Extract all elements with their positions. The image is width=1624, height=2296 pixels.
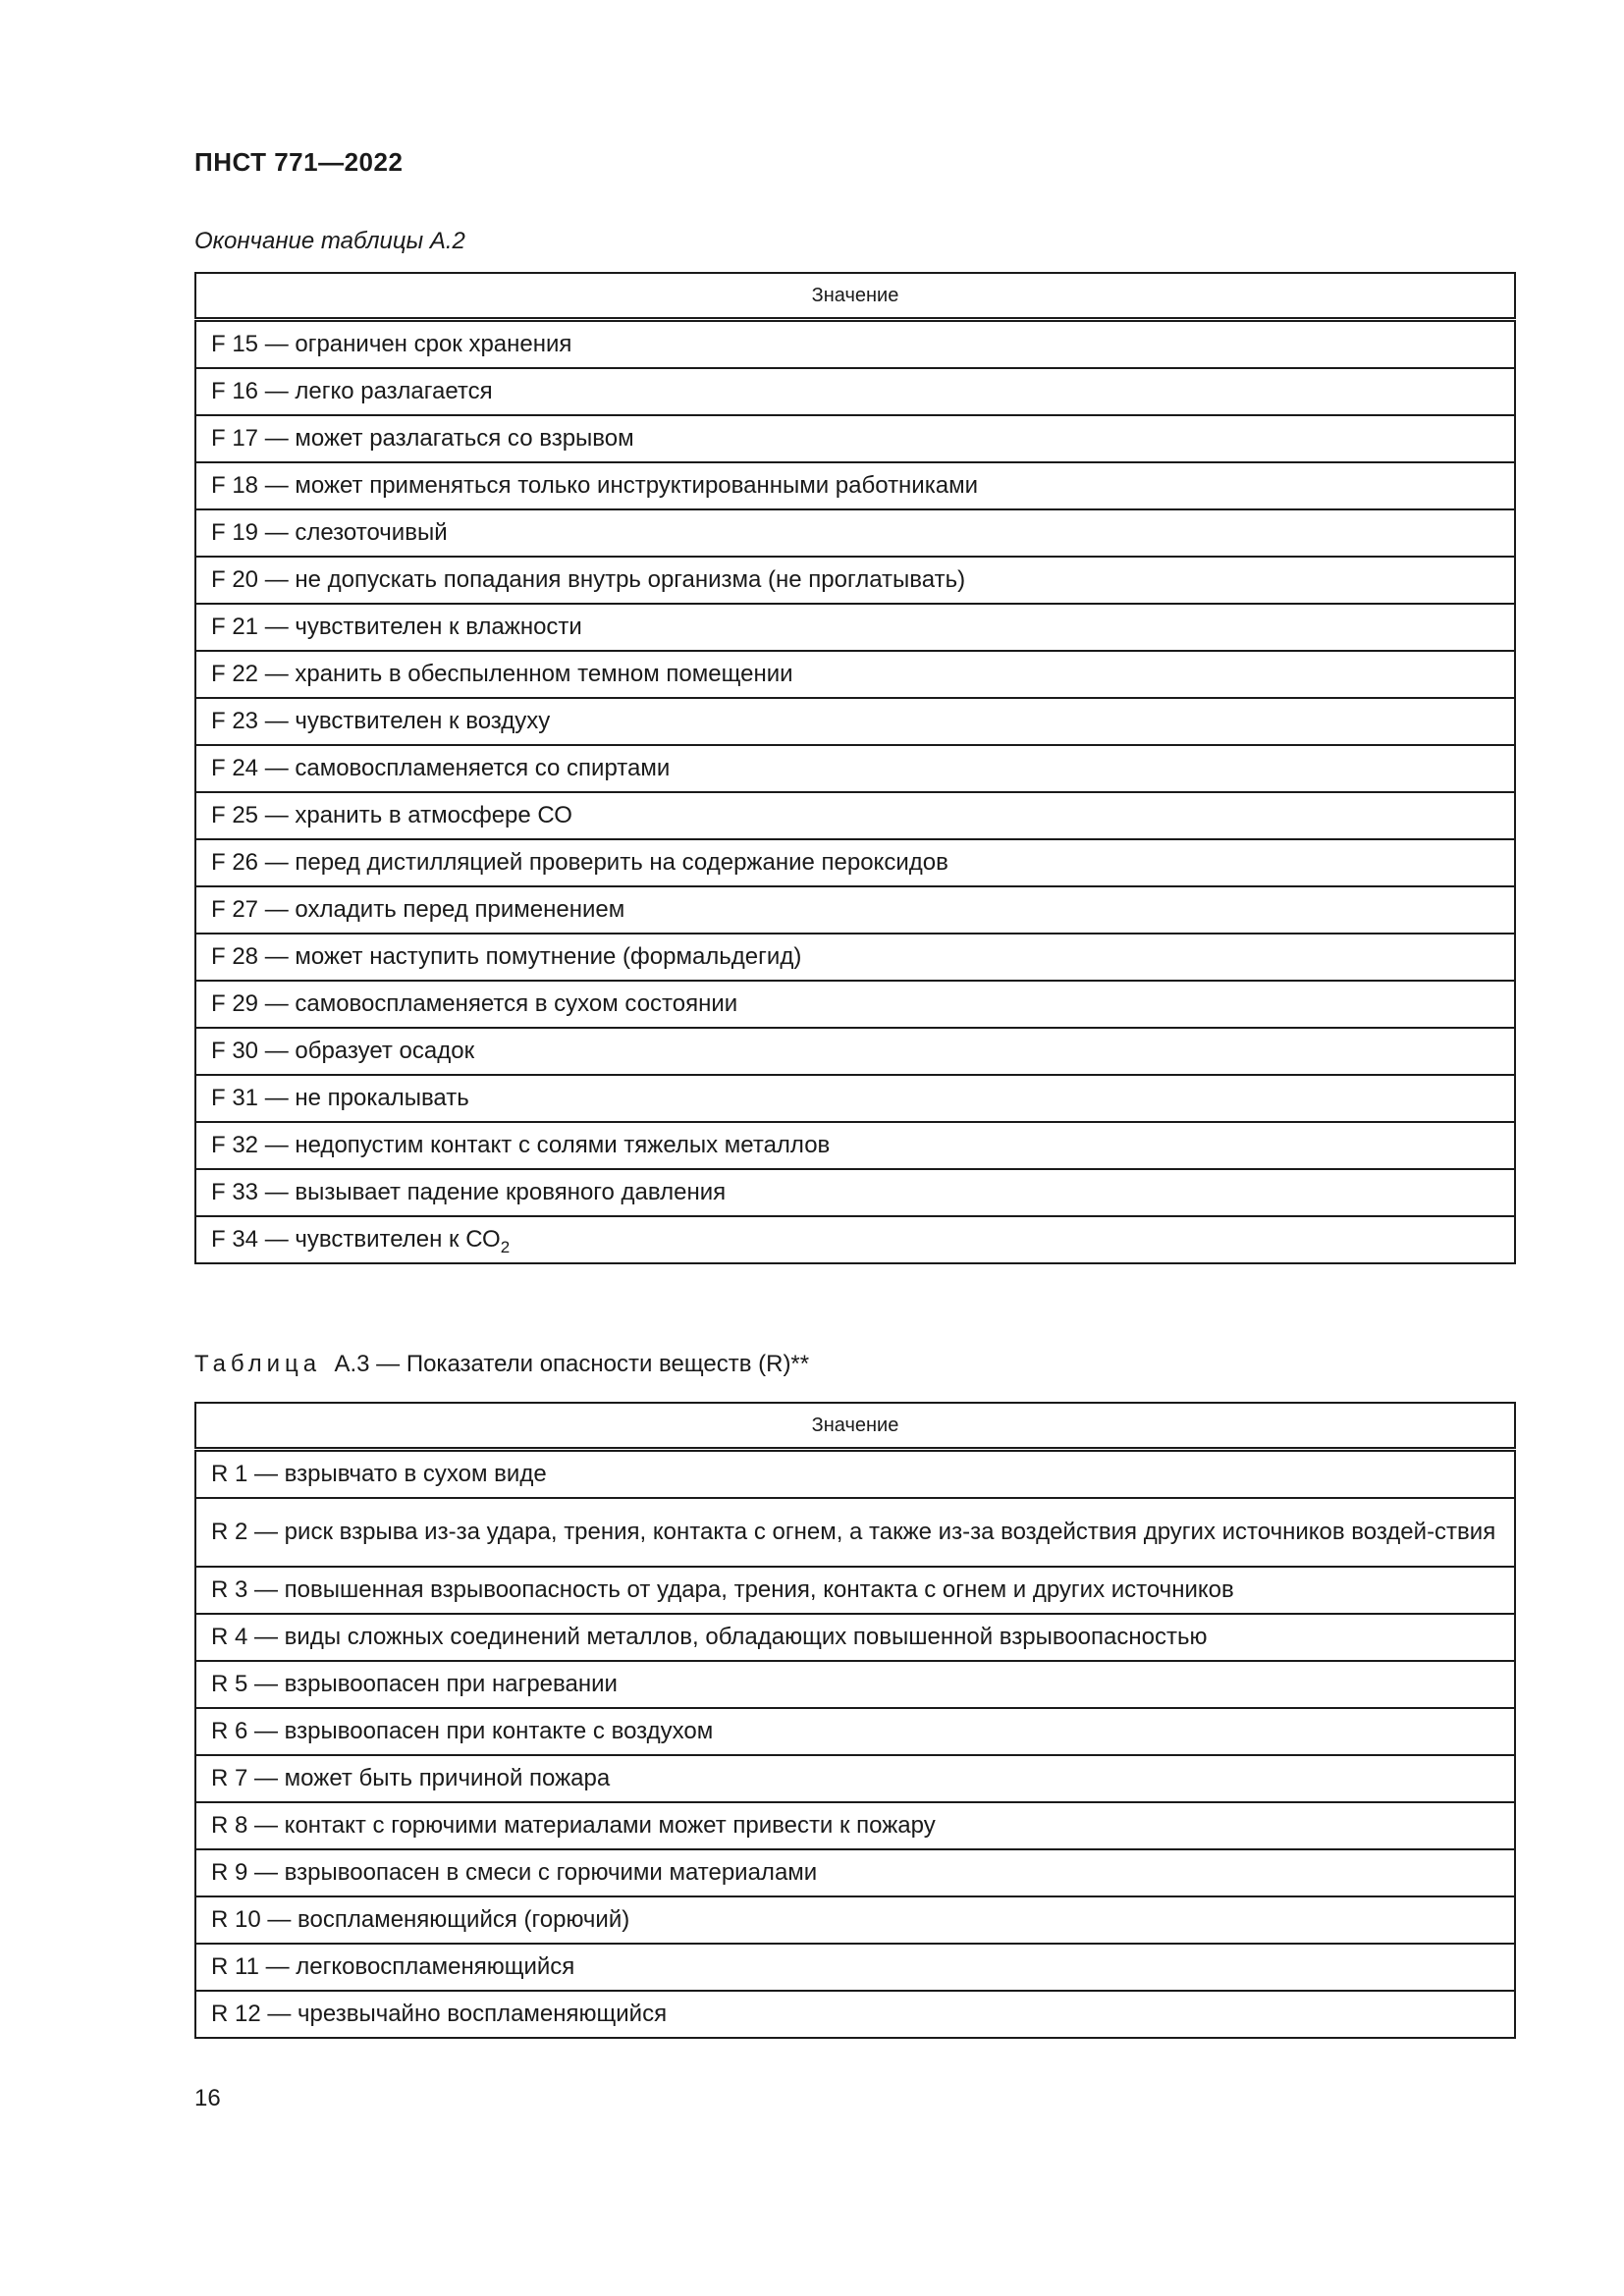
- table-row: [195, 1802, 1515, 1849]
- table-cell: R 7 — может быть причиной пожара: [195, 1755, 1515, 1802]
- table-cell: F 21 — чувствителен к влажности: [195, 604, 1515, 651]
- table-cell: R 11 — легковоспламеняющийся: [195, 1944, 1515, 1991]
- table-cell: R 6 — взрывоопасен при контакте с воздухом: [195, 1708, 1515, 1755]
- table-a2: [194, 272, 1516, 1264]
- table-cell-text: F 34 — чувствителен к СО: [211, 1226, 501, 1253]
- table-row: [195, 1567, 1515, 1614]
- table-cell: R 8 — контакт с горючими материалами может привести к пожару: [195, 1802, 1515, 1849]
- table-cell: F 26 — перед дистилляцией проверить на содержание пероксидов: [195, 839, 1515, 886]
- table-row: [195, 1028, 1515, 1075]
- table-row: [195, 1122, 1515, 1169]
- table-cell: F 16 — легко разлагается: [195, 368, 1515, 415]
- table-cell: F 17 — может разлагаться со взрывом: [195, 415, 1515, 462]
- table-a3: [194, 1402, 1516, 2039]
- table-cell: R 3 — повышенная взрывоопасность от удара, трения, контакта с огнем и других источников: [195, 1567, 1515, 1614]
- table-cell: F 30 — образует осадок: [195, 1028, 1515, 1075]
- table-row: [195, 415, 1515, 462]
- table-cell: F 18 — может применяться только инструктированными работниками: [195, 462, 1515, 509]
- table-cell: F 20 — не допускать попадания внутрь организма (не проглатывать): [195, 557, 1515, 604]
- table-row: [195, 320, 1515, 369]
- table-cell: R 2 — риск взрыва из-за удара, трения, контакта с огнем, а также из-за воздействия других источников воздей-ствия: [195, 1498, 1515, 1567]
- table-cell: F 28 — может наступить помутнение (формальдегид): [195, 934, 1515, 981]
- document-code: ПНСТ 771—2022: [194, 147, 404, 177]
- table-cell: F 32 — недопустим контакт с солями тяжелых металлов: [195, 1122, 1515, 1169]
- table-cell: R 4 — виды сложных соединений металлов, обладающих повышенной взрывоопасностью: [195, 1614, 1515, 1661]
- table-a3-column-header: Значение: [195, 1403, 1515, 1450]
- table-cell: R 1 — взрывчато в сухом виде: [195, 1450, 1515, 1499]
- table-cell: F 22 — хранить в обеспыленном темном помещении: [195, 651, 1515, 698]
- table-cell: F 31 — не прокалывать: [195, 1075, 1515, 1122]
- table-a2-caption: Окончание таблицы А.2: [194, 228, 465, 254]
- table-row: [195, 698, 1515, 745]
- table-row: [195, 1169, 1515, 1216]
- table-row: [195, 1075, 1515, 1122]
- table-cell: F 23 — чувствителен к воздуху: [195, 698, 1515, 745]
- table-cell: F 24 — самовоспламеняется со спиртами: [195, 745, 1515, 792]
- table-cell: F 19 — слезоточивый: [195, 509, 1515, 557]
- table-row: [195, 886, 1515, 934]
- table-cell: F 27 — охладить перед применением: [195, 886, 1515, 934]
- table-row: [195, 1498, 1515, 1567]
- table-row: [195, 792, 1515, 839]
- table-row: [195, 1849, 1515, 1896]
- table-row: [195, 1216, 1515, 1263]
- table-cell: F 25 — хранить в атмосфере СО: [195, 792, 1515, 839]
- table-row: [195, 1614, 1515, 1661]
- table-row: [195, 557, 1515, 604]
- table-row: [195, 839, 1515, 886]
- table-row: [195, 1450, 1515, 1499]
- table-row: [195, 1661, 1515, 1708]
- table-row: [195, 1896, 1515, 1944]
- table-cell: F 29 — самовоспламеняется в сухом состоянии: [195, 981, 1515, 1028]
- table-row: [195, 651, 1515, 698]
- table-a3-caption: [194, 1351, 809, 1378]
- table-cell: F 33 — вызывает падение кровяного давления: [195, 1169, 1515, 1216]
- table-row: [195, 1755, 1515, 1802]
- table-a2-body: [195, 320, 1515, 1264]
- table-cell: R 9 — взрывоопасен в смеси с горючими материалами: [195, 1849, 1515, 1896]
- table-row: [195, 981, 1515, 1028]
- table-row: [195, 509, 1515, 557]
- subscript: 2: [500, 1238, 511, 1256]
- table-row: [195, 934, 1515, 981]
- table-a3-caption-title: А.3 — Показатели опасности веществ (R)**: [334, 1351, 810, 1377]
- table-cell: R 5 — взрывоопасен при нагревании: [195, 1661, 1515, 1708]
- table-row: [195, 604, 1515, 651]
- page-number: 16: [194, 2085, 221, 2111]
- table-cell: R 12 — чрезвычайно воспламеняющийся: [195, 1991, 1515, 2038]
- table-row: [195, 368, 1515, 415]
- table-row: [195, 745, 1515, 792]
- table-a3-caption-label: Таблица: [194, 1351, 322, 1377]
- table-cell: R 10 — воспламеняющийся (горючий): [195, 1896, 1515, 1944]
- table-cell: [195, 1216, 1515, 1263]
- table-row: [195, 1944, 1515, 1991]
- table-a2-column-header: Значение: [195, 273, 1515, 320]
- table-row: [195, 1708, 1515, 1755]
- table-a3-body: [195, 1450, 1515, 2039]
- table-cell: F 15 — ограничен срок хранения: [195, 320, 1515, 369]
- table-row: [195, 1991, 1515, 2038]
- table-row: [195, 462, 1515, 509]
